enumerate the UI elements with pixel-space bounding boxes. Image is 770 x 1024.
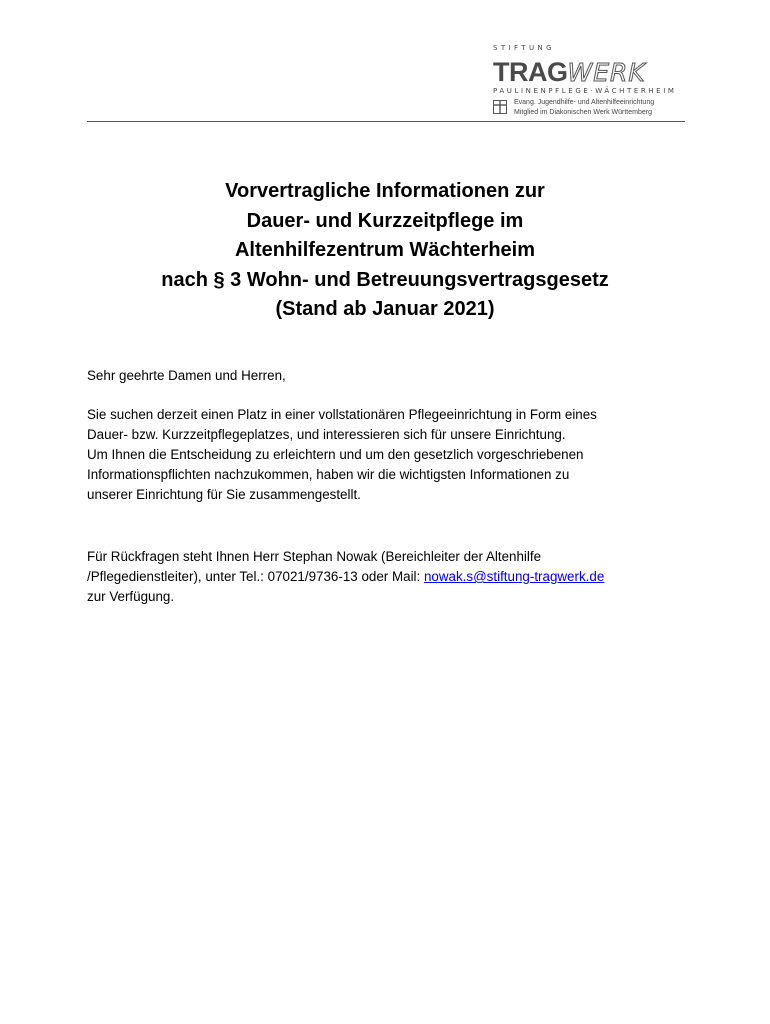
- paragraph-line: Informationspflichten nachzukommen, haben wir die wichtigsten Informationen zu: [87, 467, 570, 482]
- logo-line-1: Evang. Jugendhilfe- und Altenhilfeeinrichtung: [514, 99, 655, 106]
- title-line: Vorvertragliche Informationen zur: [225, 180, 545, 202]
- contact-phone-text: /Pflegedienstleiter), unter Tel.: 07021/9736-13 oder Mail:: [87, 569, 424, 584]
- tragwerk-logo: [493, 44, 693, 118]
- header-divider: [87, 121, 685, 122]
- intro-paragraph: [87, 405, 687, 505]
- email-link[interactable]: nowak.s@stiftung-tragwerk.de: [423, 569, 605, 584]
- logo-wordmark: [493, 57, 693, 87]
- salutation: [87, 366, 687, 386]
- paragraph-line: unserer Einrichtung für Sie zusammengestellt.: [87, 487, 361, 502]
- title-line: Altenhilfezentrum Wächterheim: [234, 239, 536, 261]
- logo-subtitle: PAULINENPFLEGE·WÄCHTERHEIM: [493, 87, 677, 95]
- salutation-text: Sehr geehrte Damen und Herren,: [87, 368, 286, 383]
- paragraph-line: Dauer- bzw. Kurzzeitpflegeplatzes, und interessieren sich für unsere Einrichtung.: [87, 427, 566, 442]
- title-line: (Stand ab Januar 2021): [275, 298, 495, 320]
- contact-paragraph: [87, 547, 687, 607]
- document-title: [87, 177, 683, 325]
- logo-diakonie-block: [493, 98, 693, 118]
- title-line: Dauer- und Kurzzeitpflege im: [246, 209, 524, 232]
- paragraph-line: Sie suchen derzeit einen Platz in einer vollstationären Pflegeeinrichtung in Form eines: [87, 407, 597, 422]
- logo-werk-text: WERK: [567, 58, 646, 87]
- logo-diakonie-text: [514, 98, 654, 118]
- paragraph-line: Um Ihnen die Entscheidung zu erleichtern und um den gesetzlich vorgeschriebenen: [87, 447, 584, 462]
- logo-stiftung-label: STIFTUNG: [493, 44, 555, 52]
- logo-trag-text: TRAG: [493, 57, 568, 87]
- title-line: nach § 3 Wohn- und Betreuungsvertragsgesetz: [161, 268, 609, 291]
- paragraph-line: zur Verfügung.: [87, 589, 175, 604]
- paragraph-line: Für Rückfragen steht Ihnen Herr Stephan Nowak (Bereichleiter der Altenhilfe: [87, 549, 542, 564]
- diakonie-cross-icon: [493, 100, 507, 114]
- paragraph-line: [87, 567, 687, 587]
- logo-line-2: Mitglied im Diakonischen Werk Württemberg: [514, 109, 652, 116]
